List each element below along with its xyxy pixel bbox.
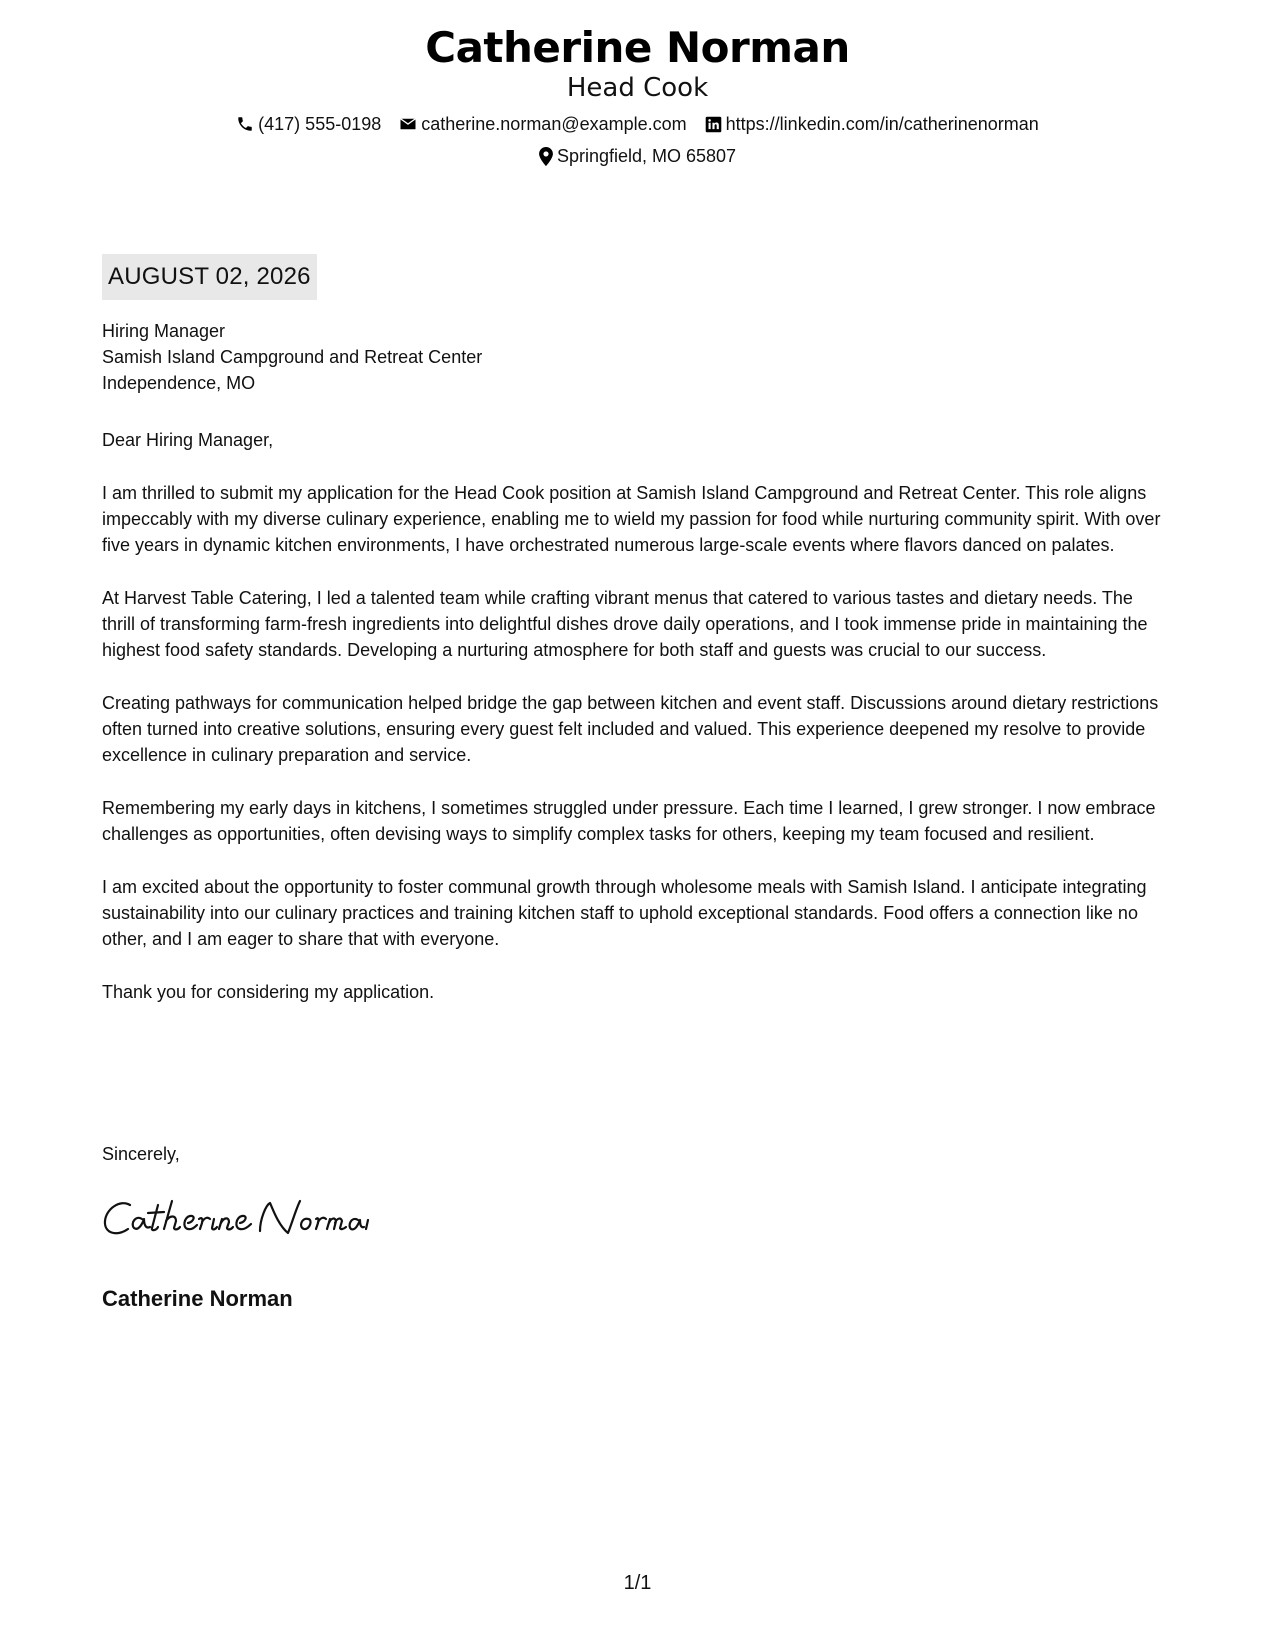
contact-phone — [236, 112, 381, 136]
contact-location — [539, 144, 736, 168]
contact-linkedin[interactable] — [705, 112, 1039, 136]
signature-drawing — [102, 1195, 372, 1243]
location-line — [0, 144, 1275, 168]
closing: Sincerely, — [102, 1144, 180, 1164]
letter-header — [0, 22, 1275, 168]
phone-icon — [236, 115, 254, 133]
body-paragraph: I am excited about the opportunity to foster communal growth through wholesome meals with Samish Island. I anticipate integrating sustainability into our culinary practices and training kitchen staff to uphold exceptional standards. Food offers a connection like no other, and I am eager to share that with everyone. — [102, 877, 1147, 949]
phone-text: (417) 555-0198 — [258, 114, 382, 134]
linkedin-icon — [705, 116, 722, 133]
map-pin-icon — [539, 147, 553, 166]
recipient-title: Hiring Manager — [102, 321, 226, 341]
contact-email[interactable] — [399, 112, 686, 136]
envelope-icon — [399, 115, 417, 133]
signer-name: Catherine Norman — [102, 1286, 293, 1311]
page-number: 1/1 — [623, 1572, 652, 1594]
body-paragraph: Creating pathways for communication helped bridge the gap between kitchen and event staff. Discussions around dietary restrictions often turned into creative solutions, ensuring every guest felt included and valued. This experience deepened my resolve to provide excellence in culinary preparation and service. — [102, 693, 1159, 765]
body-paragraph: I am thrilled to submit my application for the Head Cook position at Samish Island Campground and Retreat Center. This role aligns impeccably with my diverse culinary experience, enabling me to wield my passion for food while nurturing community spirit. With over five years in dynamic kitchen environments, I have orchestrated numerous large-scale events where flavors danced on palates. — [102, 483, 1161, 555]
applicant-role: Head Cook — [566, 73, 709, 103]
contact-line — [0, 112, 1275, 136]
email-text[interactable]: catherine.norman@example.com — [421, 114, 687, 134]
letter-date: AUGUST 02, 2026 — [102, 254, 317, 300]
recipient-block — [102, 318, 482, 396]
applicant-name: Catherine Norman — [425, 23, 850, 72]
body-paragraph: At Harvest Table Catering, I led a talented team while crafting vibrant menus that catered to various tastes and dietary needs. The thrill of transforming farm-fresh ingredients into delightful dishes drove daily operations, and I took immense pride in maintaining the highest food safety standards. Developing a nurturing atmosphere for both staff and guests was crucial to our success. — [102, 588, 1148, 660]
salutation: Dear Hiring Manager, — [102, 430, 274, 450]
recipient-company: Samish Island Campground and Retreat Center — [102, 347, 483, 367]
handwritten-signature — [102, 1195, 372, 1248]
location-text: Springfield, MO 65807 — [556, 146, 737, 166]
recipient-city: Independence, MO — [102, 373, 256, 393]
body-paragraph: Remembering my early days in kitchens, I sometimes struggled under pressure. Each time I learned, I grew stronger. I now embrace challenges as opportunities, often devising ways to simplify complex tasks for others, keeping my team focused and resilient. — [102, 798, 1156, 844]
body-paragraph: Thank you for considering my application. — [102, 982, 435, 1002]
letter-body — [102, 427, 1162, 1032]
linkedin-text[interactable]: https://linkedin.com/in/catherinenorman — [725, 114, 1039, 134]
